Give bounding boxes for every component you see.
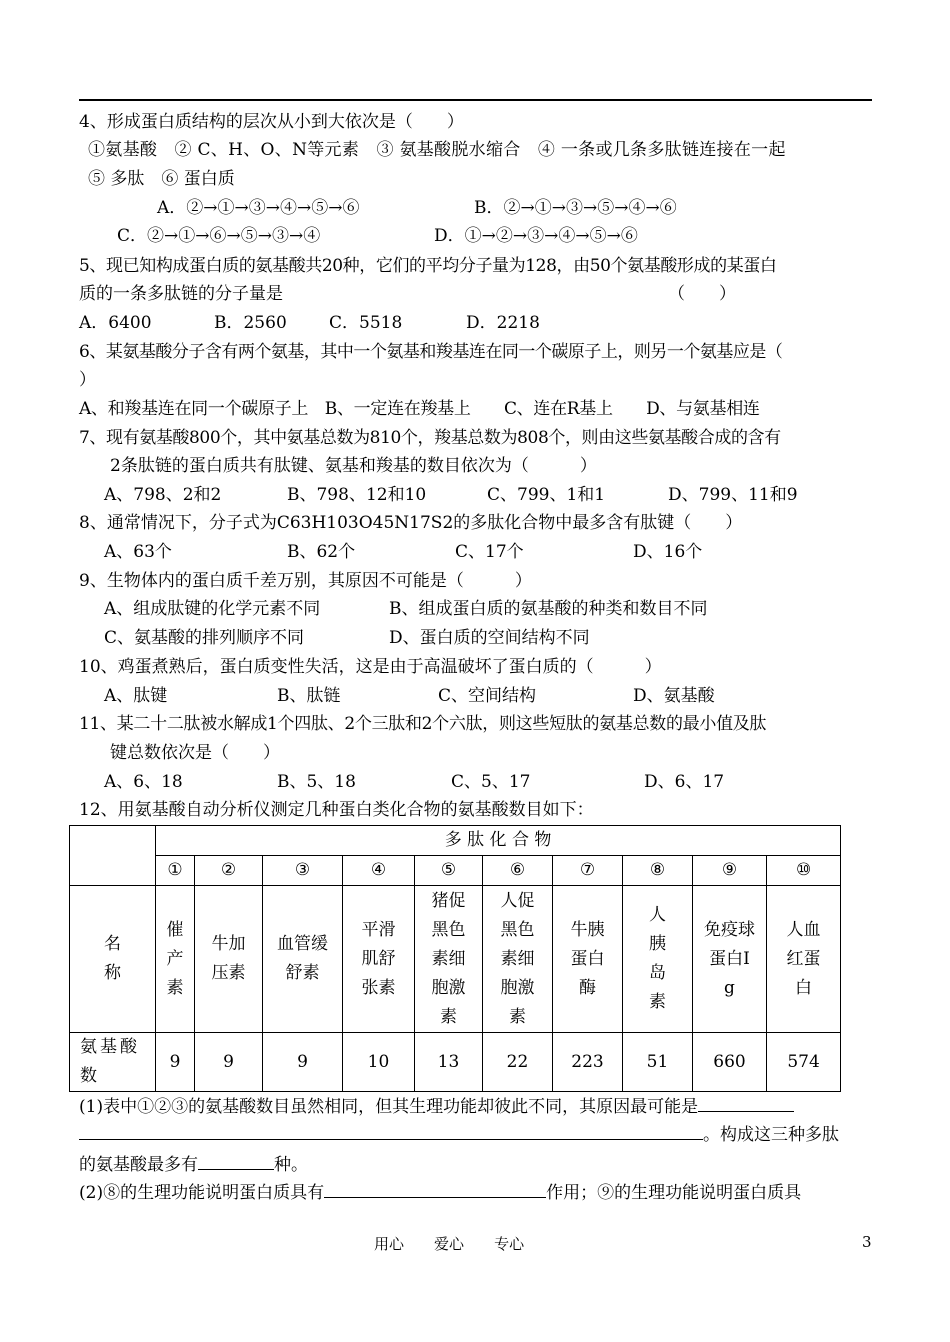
q5-line2: 质的一条多肽链的分子量是 — [79, 284, 283, 304]
q8-option-d: D、16个 — [633, 542, 703, 562]
q11-line1: 11、某二十二肽被水解成1个四肽、2个三肽和2个六肽，则这些短肽的氨基总数的最小值及肽 — [79, 714, 767, 734]
q4-stem: 4、形成蛋白质结构的层次从小到大依次是（ ） — [79, 112, 464, 132]
footer-motto: 用心 爱心 专心 — [374, 1235, 525, 1253]
compound-name: 牛胰蛋白酶 — [553, 886, 623, 1033]
q8-stem: 8、通常情况下，分子式为C63H103O45N17S2的多肽化合物中最多含有肽键（ ） — [79, 513, 743, 533]
amino-acid-count: 9 — [263, 1033, 343, 1092]
q12-sub1-line2: 。构成这三种多肽 — [79, 1121, 839, 1147]
amino-acid-count: 223 — [553, 1033, 623, 1092]
q8-option-b: B、62个 — [287, 542, 356, 562]
compound-name: 催产素 — [156, 886, 195, 1033]
q4-option-a: A．②→①→③→④→⑤→⑥ — [157, 198, 360, 218]
q12-stem: 12、用氨基酸自动分析仪测定几种蛋白类化合物的氨基酸数目如下： — [79, 800, 594, 820]
amino-acid-count: 13 — [415, 1033, 483, 1092]
q7-option-a: A、798、2和2 — [104, 485, 222, 505]
q10-stem: 10、鸡蛋煮熟后，蛋白质变性失活，这是由于高温破坏了蛋白质的（ ） — [79, 657, 662, 677]
q5-paren: （ ） — [668, 284, 736, 304]
q11-option-b: B、5、18 — [277, 772, 356, 792]
q5-option-c: C．5518 — [329, 313, 403, 333]
q7-line2: 2条肽链的蛋白质共有肽键、氨基和羧基的数目依次为（ ） — [110, 456, 597, 476]
q5-option-a: A．6400 — [79, 313, 152, 333]
col-number: ① — [156, 856, 195, 886]
q12-sub1-line3: 的氨基酸最多有 种。 — [79, 1151, 308, 1177]
q6-line1: 6、某氨基酸分子含有两个氨基，其中一个氨基和羧基连在同一个碳原子上，则另一个氨基应是（ — [79, 342, 783, 362]
answer-blank[interactable] — [79, 1121, 703, 1140]
amino-acid-count: 51 — [623, 1033, 693, 1092]
answer-blank[interactable] — [198, 1151, 274, 1170]
q12-sub2-line1: (2)⑧的生理功能说明蛋白质具有 作用；⑨的生理功能说明蛋白质具 — [79, 1179, 801, 1205]
q10-option-a: A、肽键 — [104, 686, 168, 706]
header-rule — [79, 99, 872, 101]
amino-acid-count: 9 — [195, 1033, 263, 1092]
q9-option-a: A、组成肽键的化学元素不同 — [104, 599, 321, 619]
table-group-header: 多 肽 化 合 物 — [156, 826, 841, 856]
q4-items-line2: ⑤ 多肽 ⑥ 蛋白质 — [88, 169, 235, 189]
col-number: ④ — [343, 856, 415, 886]
compound-name: 人促黑色素细胞激素 — [483, 886, 553, 1033]
q9-option-b: B、组成蛋白质的氨基酸的种类和数目不同 — [389, 599, 708, 619]
q7-option-c: C、799、1和1 — [487, 485, 606, 505]
page-number: 3 — [862, 1233, 872, 1251]
compound-name: 人胰岛素 — [623, 886, 693, 1033]
row-label-name: 名称 — [70, 886, 156, 1033]
q6-line2: ） — [79, 370, 96, 390]
q9-option-d: D、蛋白质的空间结构不同 — [389, 628, 590, 648]
col-number: ⑤ — [415, 856, 483, 886]
q10-option-b: B、肽链 — [277, 686, 341, 706]
q7-option-b: B、798、12和10 — [287, 485, 427, 505]
amino-acid-count: 10 — [343, 1033, 415, 1092]
amino-acid-count: 574 — [767, 1033, 841, 1092]
col-number: ⑦ — [553, 856, 623, 886]
q11-option-a: A、6、18 — [104, 772, 183, 792]
col-number: ⑥ — [483, 856, 553, 886]
q10-option-c: C、空间结构 — [438, 686, 537, 706]
col-number: ⑩ — [767, 856, 841, 886]
compound-name: 人血红蛋白 — [767, 886, 841, 1033]
table-corner-cell — [70, 826, 156, 886]
q9-option-c: C、氨基酸的排列顺序不同 — [104, 628, 305, 648]
amino-acid-count: 22 — [483, 1033, 553, 1092]
compound-name: 免疫球蛋白Ig — [693, 886, 767, 1033]
q12-sub1-line1: (1)表中①②③的氨基酸数目虽然相同，但其生理功能却彼此不同，其原因最可能是 — [79, 1093, 794, 1119]
q4-items-line1: ①氨基酸 ② C、H、O、N等元素 ③ 氨基酸脱水缩合 ④ 一条或几条多肽链连接在一起 — [88, 140, 786, 160]
compound-name: 血管缓舒素 — [263, 886, 343, 1033]
q9-stem: 9、生物体内的蛋白质千差万别，其原因不可能是（ ） — [79, 571, 532, 591]
q11-line2: 键总数依次是（ ） — [110, 743, 280, 763]
q11-option-d: D、6、17 — [644, 772, 725, 792]
row-label-count: 氨基酸数 — [70, 1033, 156, 1092]
q5-option-d: D．2218 — [466, 313, 540, 333]
q8-option-c: C、17个 — [455, 542, 524, 562]
compound-name: 猪促黑色素细胞激素 — [415, 886, 483, 1033]
q5-line1: 5、现已知构成蛋白质的氨基酸共20种，它们的平均分子量为128，由50个氨基酸形成的某蛋白 — [79, 256, 777, 276]
q4-option-c: C．②→①→⑥→⑤→③→④ — [117, 226, 321, 246]
q7-line1: 7、现有氨基酸800个，其中氨基总数为810个，羧基总数为808个，则由这些氨基酸合成的含有 — [79, 428, 781, 448]
compound-name: 平滑肌舒张素 — [343, 886, 415, 1033]
q4-option-d: D．①→②→③→④→⑤→⑥ — [434, 226, 638, 246]
amino-acid-count: 660 — [693, 1033, 767, 1092]
amino-acid-count: 9 — [156, 1033, 195, 1092]
q6-options: A、和羧基连在同一个碳原子上 B、一定连在羧基上 C、连在R基上 D、与氨基相连 — [79, 399, 760, 419]
q4-option-b: B．②→①→③→⑤→④→⑥ — [474, 198, 677, 218]
q11-option-c: C、5、17 — [451, 772, 531, 792]
col-number: ⑧ — [623, 856, 693, 886]
col-number: ⑨ — [693, 856, 767, 886]
amino-acid-table — [69, 825, 841, 1092]
compound-name: 牛加压素 — [195, 886, 263, 1033]
col-number: ② — [195, 856, 263, 886]
q8-option-a: A、63个 — [104, 542, 172, 562]
answer-blank[interactable] — [324, 1179, 546, 1198]
q7-option-d: D、799、11和9 — [668, 485, 798, 505]
answer-blank[interactable] — [698, 1093, 794, 1112]
q5-option-b: B．2560 — [214, 313, 287, 333]
col-number: ③ — [263, 856, 343, 886]
q10-option-d: D、氨基酸 — [633, 686, 715, 706]
